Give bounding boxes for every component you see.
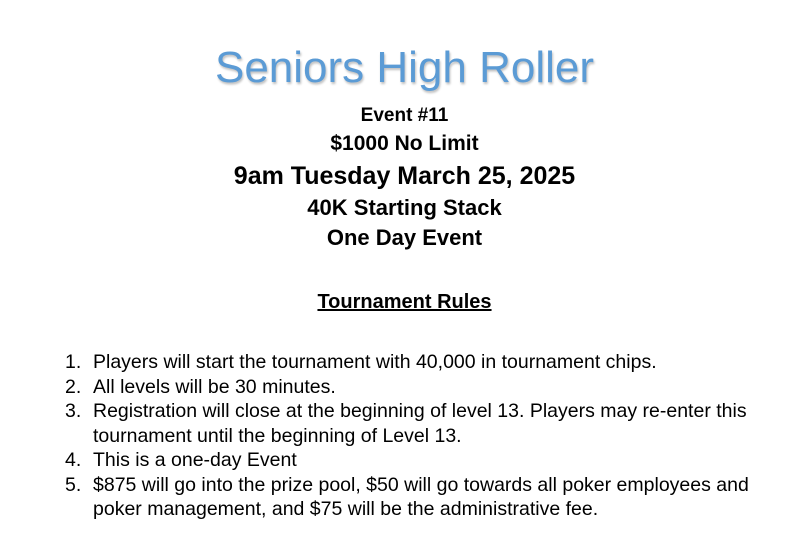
event-duration: One Day Event (326, 225, 483, 250)
rule-item (65, 399, 770, 448)
rule-item (65, 375, 770, 400)
rule-text: Players will start the tournament with 40,000 in tournament chips. (93, 351, 657, 373)
starting-stack: 40K Starting Stack (307, 195, 502, 220)
event-number: Event #11 (360, 105, 449, 126)
buyin-label: $1000 No Limit (330, 132, 479, 155)
rules-heading: Tournament Rules (317, 291, 492, 313)
rule-number: 5. (65, 473, 82, 496)
rule-number: 3. (65, 400, 82, 422)
rule-text: All levels will be 30 minutes. (93, 375, 336, 398)
rule-number: 2. (65, 375, 82, 398)
rule-text: $875 will go into the prize pool, $50 will go towards all poker employees and poker management, and $75 will be the administrative fee. (93, 473, 749, 520)
rule-text: This is a one-day Event (93, 449, 297, 471)
rule-number: 4. (65, 449, 82, 471)
rule-number: 1. (65, 351, 82, 373)
rule-item (65, 350, 770, 375)
rule-text: Registration will close at the beginning of level 13. Players may re-enter this tournament until the beginning of Level 13. (93, 400, 747, 447)
rule-item (65, 448, 770, 473)
rule-item (65, 473, 770, 522)
start-time: 9am Tuesday March 25, 2025 (233, 162, 576, 190)
page-title: Seniors High Roller (214, 43, 595, 92)
rules-list (65, 350, 770, 522)
